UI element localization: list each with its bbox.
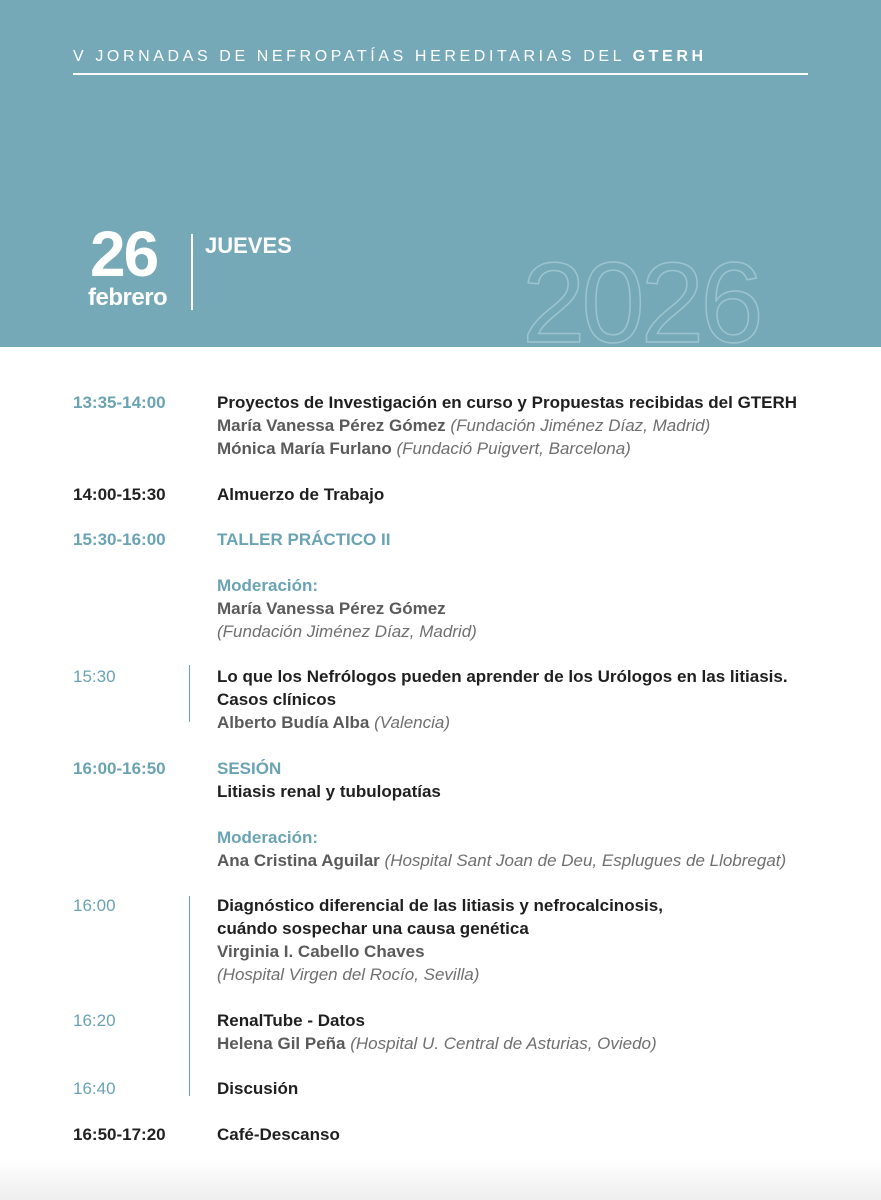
talk-title: Discusión [217,1079,299,1098]
header-banner [0,0,881,347]
moderation-label: Moderación: [217,828,319,847]
row-title: Proyectos de Investigación en curso y Propuestas recibidas del GTERH [217,393,798,412]
session-label: SESIÓN [217,759,282,778]
row-content [217,528,857,551]
moderation-label: Moderación: [217,576,319,595]
row-content [217,665,857,734]
speaker-affiliation: (Hospital U. Central de Asturias, Oviedo) [350,1034,657,1053]
speaker-affiliation: (Valencia) [374,713,451,732]
year-watermark [520,248,800,347]
row-time: 16:50-17:20 [73,1125,166,1144]
row-content [217,894,857,986]
row-time: 15:30 [73,667,116,686]
conference-title [73,48,707,66]
month-label: febrero [88,284,168,311]
row-content [217,391,857,460]
moderation-content [217,826,857,872]
talk-title-line: Casos clínicos [217,690,337,709]
talk-title-line: Diagnóstico diferencial de las litiasis y nefrocalcinosis, [217,896,663,915]
row-time: 15:30-16:00 [73,530,166,549]
row-content [217,1077,857,1100]
row-time: 16:20 [73,1011,116,1030]
date-divider [191,234,193,310]
speaker-affiliation: (Hospital Virgen del Rocío, Sevilla) [217,965,480,984]
moderation-content [217,574,857,643]
row-title: Café-Descanso [217,1125,340,1144]
row-content [217,1123,857,1146]
session-title: Litiasis renal y tubulopatías [217,782,441,801]
moderator-affiliation: (Fundación Jiménez Díaz, Madrid) [217,622,477,641]
speaker-name: Virginia I. Cabello Chaves [217,942,425,961]
time-divider [189,665,190,722]
talk-title: RenalTube - Datos [217,1011,365,1030]
speaker-name: Alberto Budía Alba [217,713,370,732]
row-time: 14:00-15:30 [73,485,166,504]
row-content [217,757,857,803]
footer-fade [0,1160,881,1200]
moderator-name: María Vanessa Pérez Gómez [217,599,446,618]
year-watermark-text: 2026 [522,248,760,348]
speaker-name: Mónica María Furlano [217,439,392,458]
weekday-label: JUEVES [205,233,292,258]
conference-title-prefix: V JORNADAS DE NEFROPATÍAS HEREDITARIAS DEL [73,48,625,65]
speaker-name: María Vanessa Pérez Gómez [217,416,446,435]
conference-title-org: GTERH [632,48,707,65]
row-title: Almuerzo de Trabajo [217,485,385,504]
moderator-affiliation: (Hospital Sant Joan de Deu, Esplugues de Llobregat) [384,851,787,870]
title-underline [73,73,808,75]
row-time: 13:35-14:00 [73,393,166,412]
row-content [217,1009,857,1055]
speaker-affiliation: (Fundación Jiménez Díaz, Madrid) [450,416,711,435]
row-content [217,483,857,506]
talks-time-divider [189,896,190,1096]
speaker-name: Helena Gil Peña [217,1034,346,1053]
talk-title-line: cuándo sospechar una causa genética [217,919,529,938]
speaker-affiliation: (Fundació Puigvert, Barcelona) [396,439,631,458]
row-title: TALLER PRÁCTICO II [217,530,391,549]
row-time: 16:40 [73,1079,116,1098]
row-time: 16:00 [73,896,116,915]
moderator-name: Ana Cristina Aguilar [217,851,380,870]
talk-title-line: Lo que los Nefrólogos pueden aprender de los Urólogos en las litiasis. [217,667,788,686]
day-number: 26 [90,218,158,290]
row-time: 16:00-16:50 [73,759,166,778]
